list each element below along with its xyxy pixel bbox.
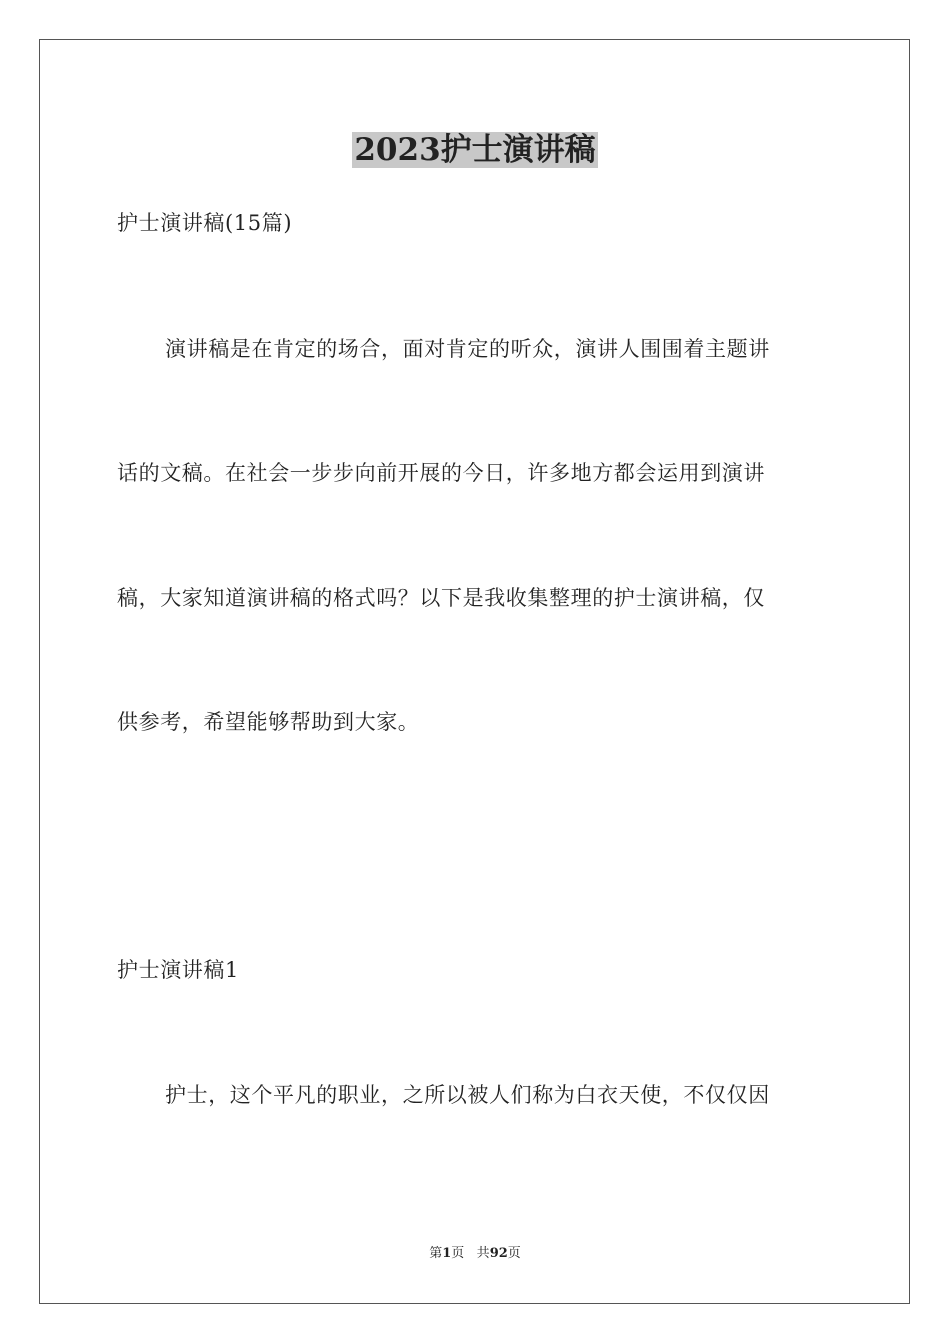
footer-page-number: 1	[442, 1246, 452, 1261]
footer-total-pages: 92	[489, 1246, 508, 1261]
intro-line-2: 话的文稿。在社会一步步向前开展的今日，许多地方都会运用到演讲	[117, 461, 765, 485]
footer-total-prefix: 共	[476, 1246, 490, 1261]
section-heading: 护士演讲稿1	[117, 958, 239, 982]
intro-line-1: 演讲稿是在肯定的场合，面对肯定的听众，演讲人围围着主题讲	[165, 337, 770, 361]
document-title	[0, 128, 950, 172]
section-line-1: 护士，这个平凡的职业，之所以被人们称为白衣天使，不仅仅因	[165, 1083, 770, 1107]
intro-line-4: 供参考，希望能够帮助到大家。	[117, 710, 420, 734]
intro-line-3: 稿，大家知道演讲稿的格式吗？以下是我收集整理的护士演讲稿，仅	[117, 586, 765, 610]
footer-page-suffix: 页	[451, 1246, 465, 1261]
document-subtitle: 护士演讲稿(15篇)	[117, 211, 293, 235]
footer-prefix: 第	[429, 1246, 443, 1261]
document-title-text: 2023护士演讲稿	[354, 132, 596, 168]
footer-total-suffix: 页	[507, 1246, 521, 1261]
page-footer	[0, 1245, 950, 1263]
